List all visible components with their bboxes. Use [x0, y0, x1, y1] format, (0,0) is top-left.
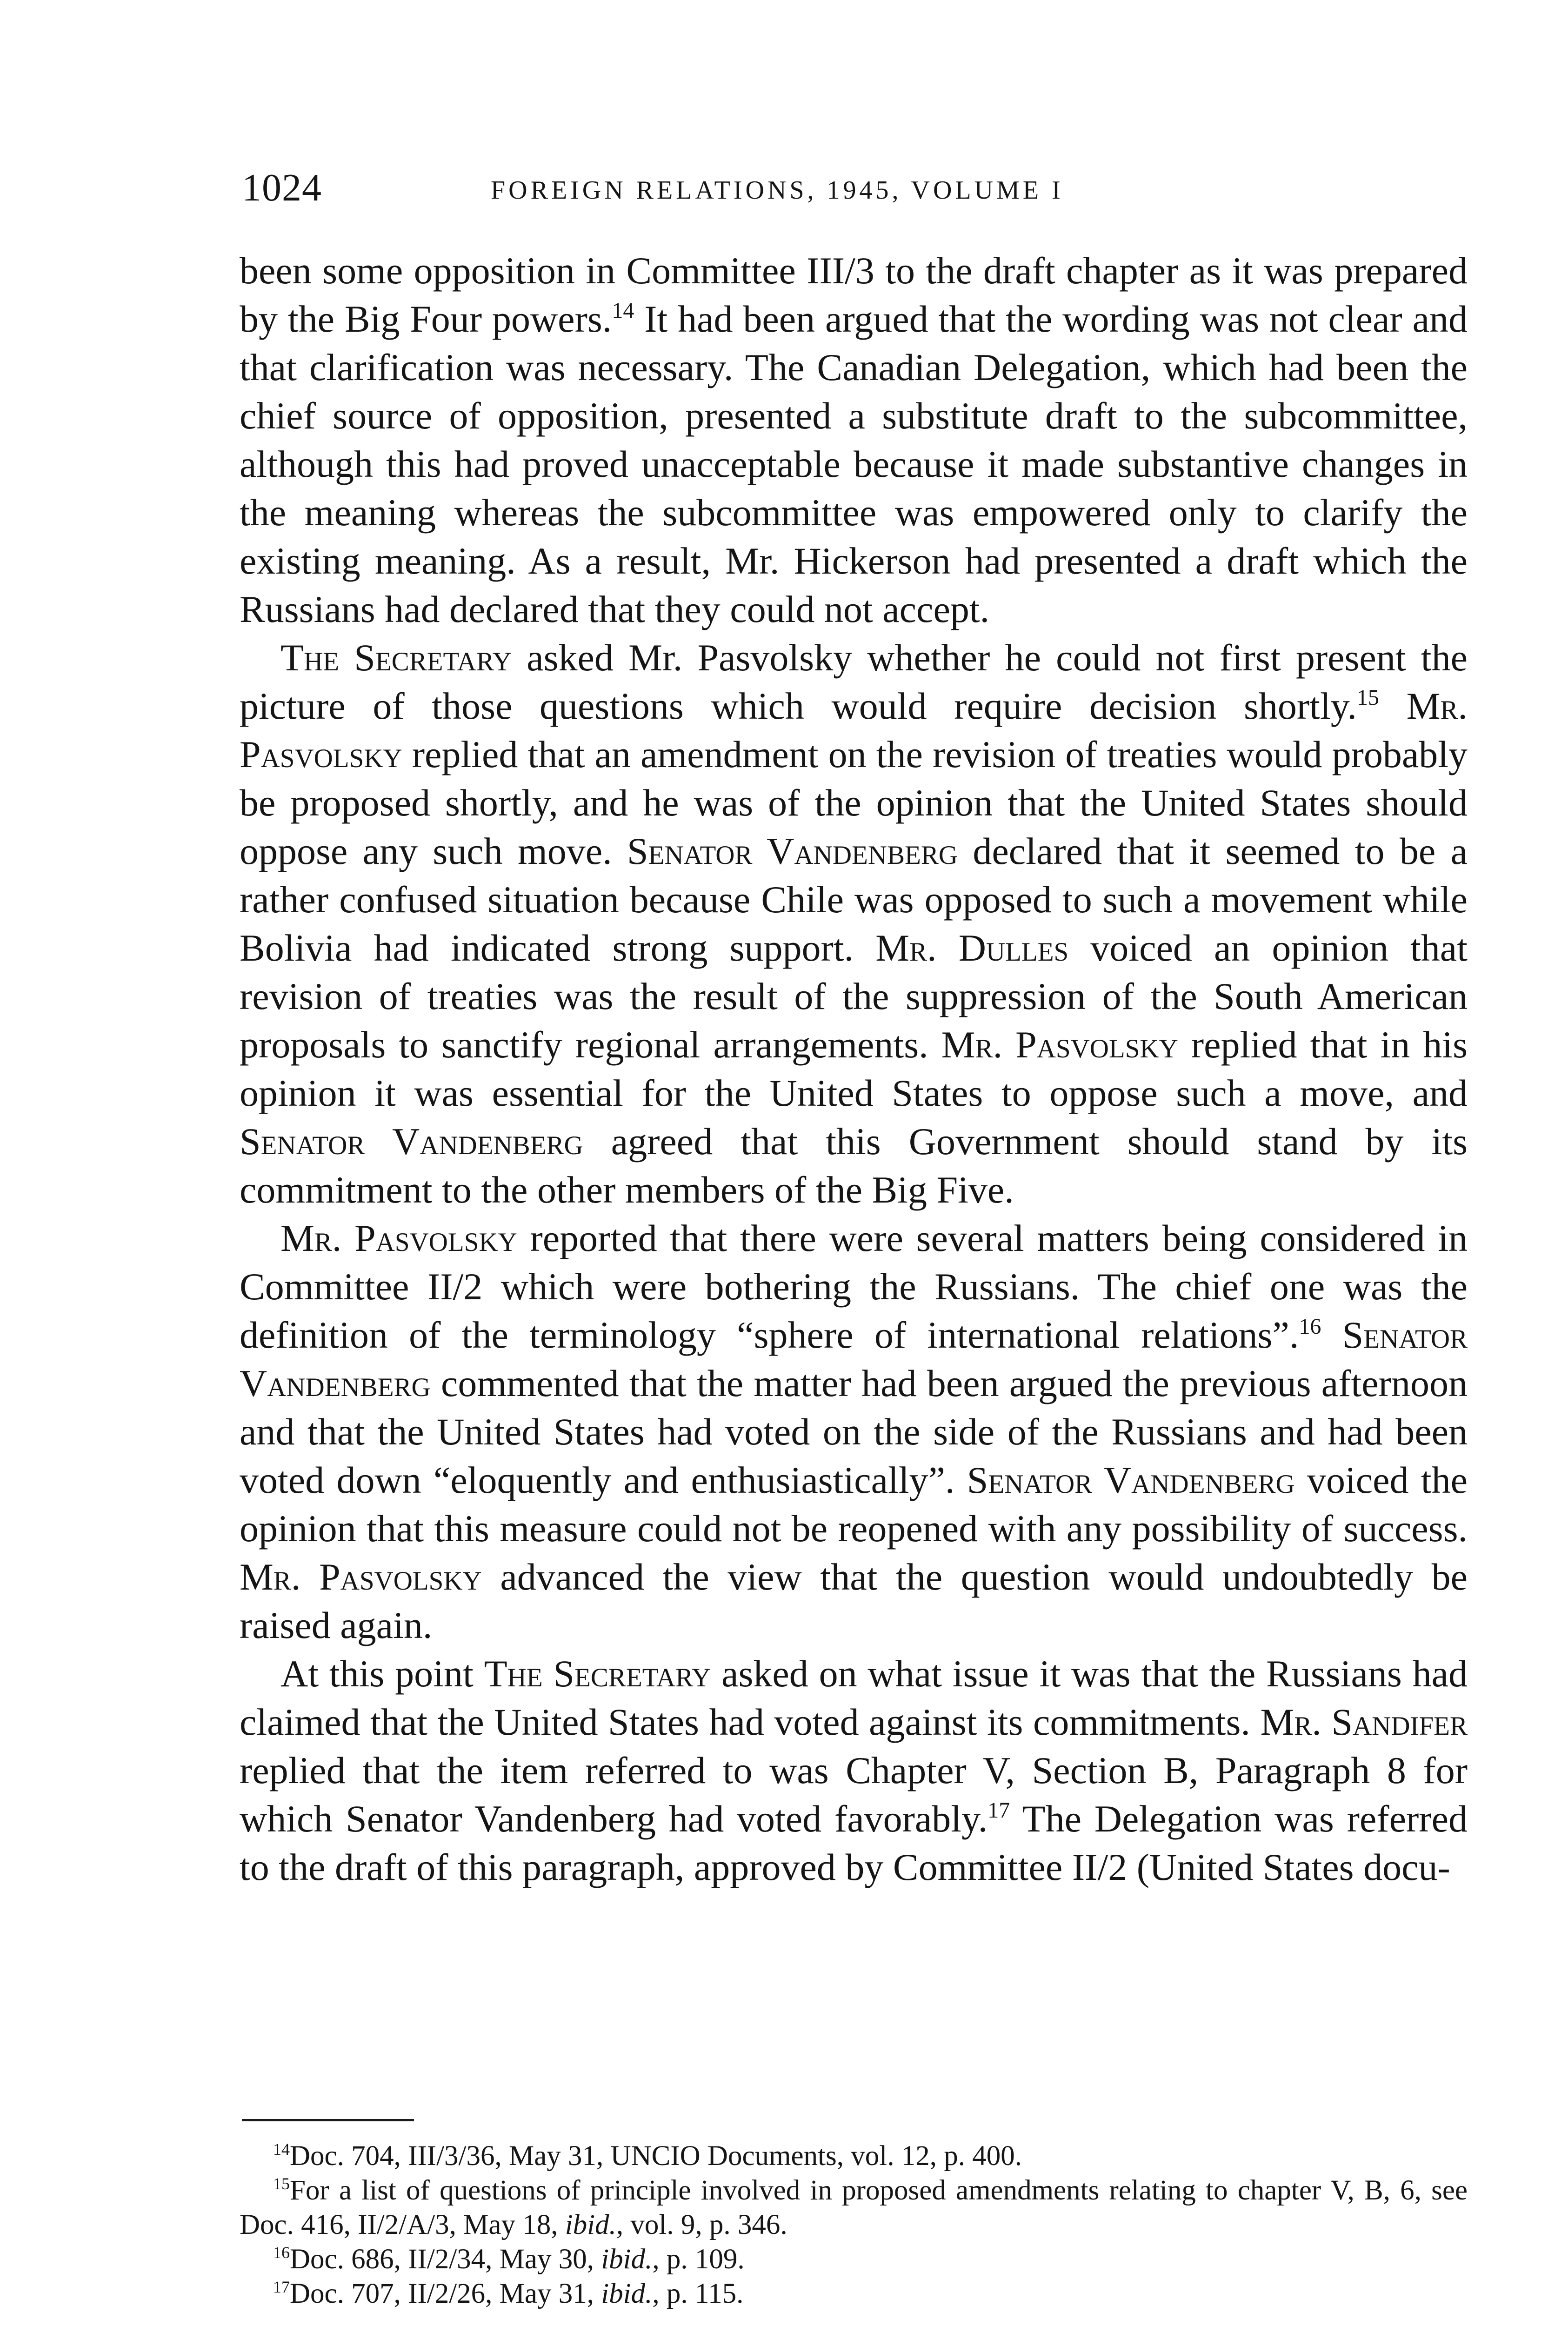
- speaker-name: The Secretary: [280, 636, 512, 679]
- speaker-name: The Secretary: [484, 1652, 711, 1695]
- footnote-text: For a list of questions of principle involved in proposed amendments relating to chapter V, B, 6, see Doc. 416, II/2/A/3, May 18,: [240, 2175, 1468, 2240]
- text-run: been some opposition in Committee III/3 to the draft chapter as it was prepared by the Big Four powers.: [240, 249, 1468, 340]
- text-run: asked Mr. Pasvolsky whether he could not first present the picture of those questions which would require decision shortly.: [240, 636, 1468, 727]
- paragraph: [240, 1650, 1468, 1892]
- text-run: reported that there were several matters being considered in Committee II/2 which were bothering the Russians. The chief one was the definition of the terminology “sphere of international relations”.: [240, 1217, 1468, 1356]
- paragraph: [240, 1214, 1468, 1650]
- footnote: [240, 2242, 1468, 2277]
- ibid-citation: ibid.: [601, 2278, 653, 2309]
- footnote-ref: 17: [988, 1798, 1010, 1823]
- speaker-name: Mr. Dulles: [875, 927, 1069, 969]
- footnote: [240, 2173, 1468, 2242]
- speaker-name: Senator Vandenberg: [967, 1459, 1295, 1501]
- page-number: 1024: [242, 166, 322, 209]
- body-text: [240, 247, 1468, 1892]
- footnote-number: 15: [273, 2174, 290, 2193]
- paragraph: [240, 247, 1468, 634]
- footnote-divider: [242, 2119, 414, 2121]
- footnote-text: Doc. 686, II/2/34, May 30,: [290, 2244, 601, 2275]
- footnote: [240, 2139, 1468, 2173]
- text-run: advanced the view that the question would undoubtedly be raised again.: [240, 1556, 1468, 1646]
- footnote-text: , p. 109.: [652, 2244, 745, 2275]
- paragraph: [240, 634, 1468, 1214]
- footnote-text: , p. 115.: [652, 2278, 744, 2309]
- footnote-number: 16: [273, 2243, 290, 2262]
- text-run: The Delegation was referred to the draft of this paragraph, approved by Committee II/2 (United States docu-: [240, 1798, 1468, 1888]
- text-run: voiced the opinion that this measure could not be reopened with any possibility of success.: [240, 1459, 1468, 1550]
- text-run: voiced an opinion that revision of treaties was the result of the suppression of the South American proposals to sanctify regional arrangements.: [240, 927, 1468, 1066]
- speaker-name: Mr. Pasvolsky: [941, 1023, 1178, 1066]
- footnotes: [240, 2139, 1468, 2311]
- speaker-name: Senator Vandenberg: [627, 830, 958, 872]
- footnote-ref: 15: [1356, 685, 1379, 710]
- footnote-text: Doc. 707, II/2/26, May 31,: [290, 2278, 601, 2309]
- text-run: replied that in his opinion it was essential for the United States to oppose such a move, and: [240, 1023, 1468, 1114]
- text-run: declared that it seemed to be a rather confused situation because Chile was opposed to such a movement while Bolivia had indicated strong support.: [240, 830, 1468, 969]
- text-run: asked on what issue it was that the Russians had claimed that the United States had voted against its commitments.: [240, 1652, 1468, 1743]
- text-run: agreed that this Government should stand by its commitment to the other members of the Big Five.: [240, 1120, 1468, 1211]
- footnote: [240, 2277, 1468, 2311]
- footnote-text: Doc. 704, III/3/36, May 31, UNCIO Documents, vol. 12, p. 400.: [290, 2140, 1022, 2172]
- text-run: At this point: [280, 1652, 484, 1695]
- footnote-ref: 14: [612, 298, 634, 323]
- text-run: It had been argued that the wording was not clear and that clarification was necessary. The Canadian Delegation, which had been the chief source of opposition, presented a substitute draft to the subcommittee, although this had proved unacceptable because it made substantive changes in the meaning whereas the subcommittee was empowered only to clarify the existing meaning. As a result, Mr. Hickerson had presented a draft which the Russians had declared that they could not accept.: [240, 298, 1468, 630]
- speaker-name: Mr. Sandifer: [1260, 1701, 1468, 1743]
- footnote-number: 17: [273, 2278, 290, 2296]
- speaker-name: Senator Vandenberg: [240, 1120, 583, 1163]
- speaker-name: Mr. Pasvolsky: [240, 1556, 482, 1598]
- running-title: FOREIGN RELATIONS, 1945, VOLUME I: [491, 176, 1064, 205]
- text-run: commented that the matter had been argued the previous afternoon and that the United States had voted on the side of the Russians and had been voted down “eloquently and enthusiastically”.: [240, 1362, 1468, 1501]
- page-header: [242, 165, 1470, 221]
- speaker-name: Mr. Pasvolsky: [280, 1217, 517, 1259]
- text-run: replied that an amendment on the revision of treaties would probably be proposed shortly, and he was of the opinion that the United States should oppose any such move.: [240, 733, 1468, 872]
- footnote-ref: 16: [1299, 1314, 1321, 1339]
- speaker-name: Senator Vandenberg: [240, 1314, 1468, 1404]
- footnote-number: 14: [273, 2140, 290, 2159]
- speaker-name: Mr. Pasvolsky: [240, 685, 1468, 775]
- ibid-citation: ibid.: [565, 2209, 616, 2240]
- text-run: replied that the item referred to was Chapter V, Section B, Paragraph 8 for which Senator Vandenberg had voted favorably.: [240, 1749, 1468, 1840]
- ibid-citation: ibid.: [601, 2244, 653, 2275]
- footnote-text: , vol. 9, p. 346.: [616, 2209, 787, 2240]
